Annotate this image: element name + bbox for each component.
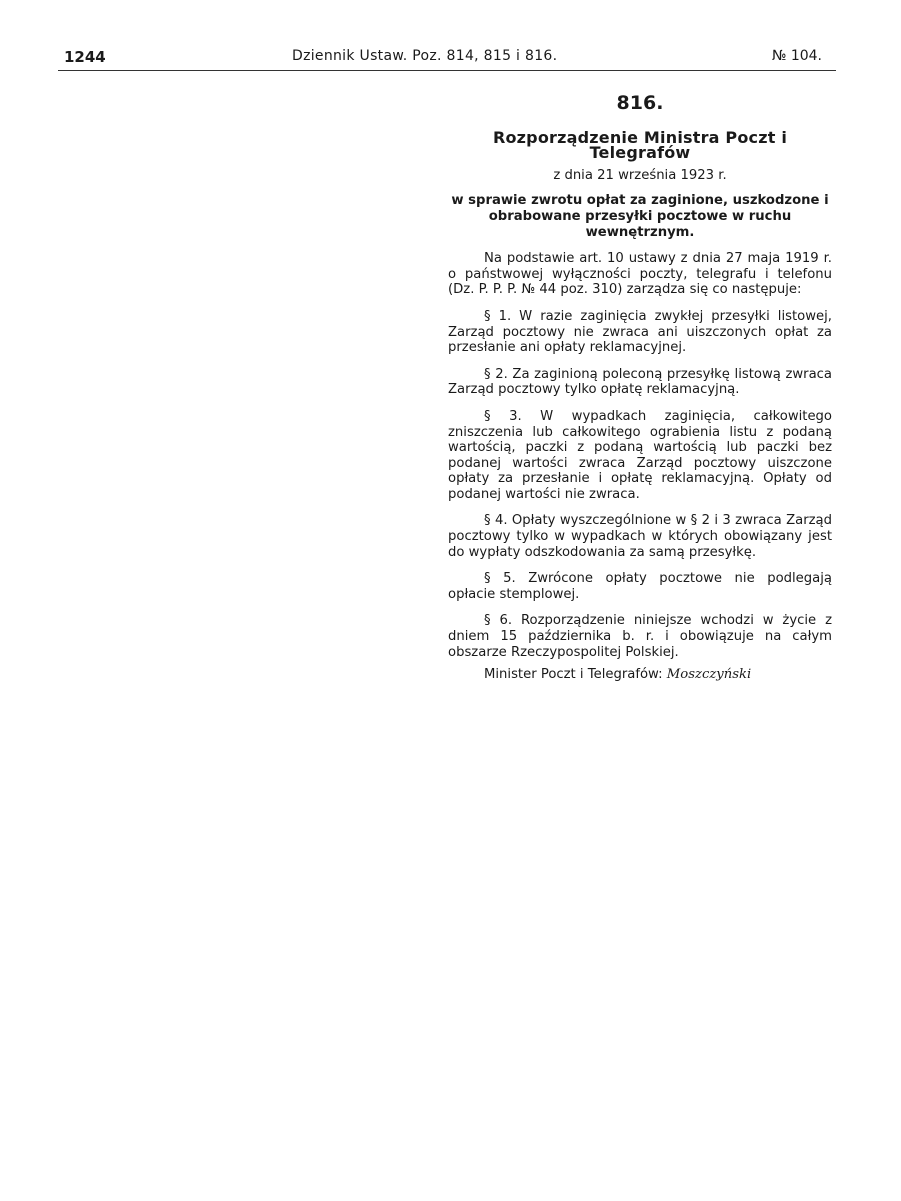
page-header — [58, 48, 836, 72]
section-5: § 5. Zwrócone opłaty pocztowe nie podlegają opłacie stemplowej. — [448, 571, 832, 602]
section-3: § 3. W wypadkach zaginięcia, całkowitego zniszczenia lub całkowitego ograbienia listu z podaną wartością, paczki z podaną wartością lub paczki bez podanej wartości zwraca Zarząd pocztowy uiszczone opłaty za przesłanie i opłatę reklamacyjną. Opłaty od podanej wartości nie zwraca. — [448, 408, 832, 502]
intro-paragraph: Na podstawie art. 10 ustawy z dnia 27 maja 1919 r. o państwowej wyłączności poczty, telegrafu i telefonu (Dz. P. P. P. № 44 poz. 310) zarządza się co następuje: — [448, 251, 832, 298]
journal-reference: Dziennik Ustaw. Poz. 814, 815 i 816. — [292, 48, 558, 64]
signature-role: Minister Poczt i Telegrafów: — [484, 667, 663, 683]
page-number: 1244 — [64, 48, 106, 66]
issue-number: № 104. — [771, 48, 822, 64]
section-2: § 2. Za zaginioną poleconą przesyłkę listową zwraca Zarząd pocztowy tylko opłatę reklamacyjną. — [448, 366, 832, 398]
header-rule — [58, 70, 836, 71]
section-1: § 1. W razie zaginięcia zwykłej przesyłki listowej, Zarząd pocztowy nie zwraca ani uiszczonych opłat za przesłanie ani opłaty reklamacyjnej. — [448, 308, 832, 356]
document-title: Rozporządzenie Ministra Poczt i Telegrafów — [492, 127, 788, 163]
document-date: z dnia 21 września 1923 r. — [553, 167, 727, 183]
section-6: § 6. Rozporządzenie niniejsze wchodzi w życie z dniem 15 października b. r. i obowiązuje na całym obszarze Rzeczypospolitej Polskiej. — [448, 613, 832, 660]
section-4: § 4. Opłaty wyszczególnione w § 2 i 3 zwraca Zarząd pocztowy tylko w wypadkach w których obowiązany jest do wypłaty odszkodowania za samą przesyłkę. — [448, 513, 832, 560]
document-number: 816. — [616, 92, 664, 114]
signature-name: Moszczyński — [666, 667, 752, 683]
document-subject: w sprawie zwrotu opłat za zaginione, uszkodzone i obrabowane przesyłki pocztowe w ruchu wewnętrznym. — [451, 193, 829, 240]
signature-line — [448, 667, 832, 683]
document-column — [448, 92, 832, 683]
